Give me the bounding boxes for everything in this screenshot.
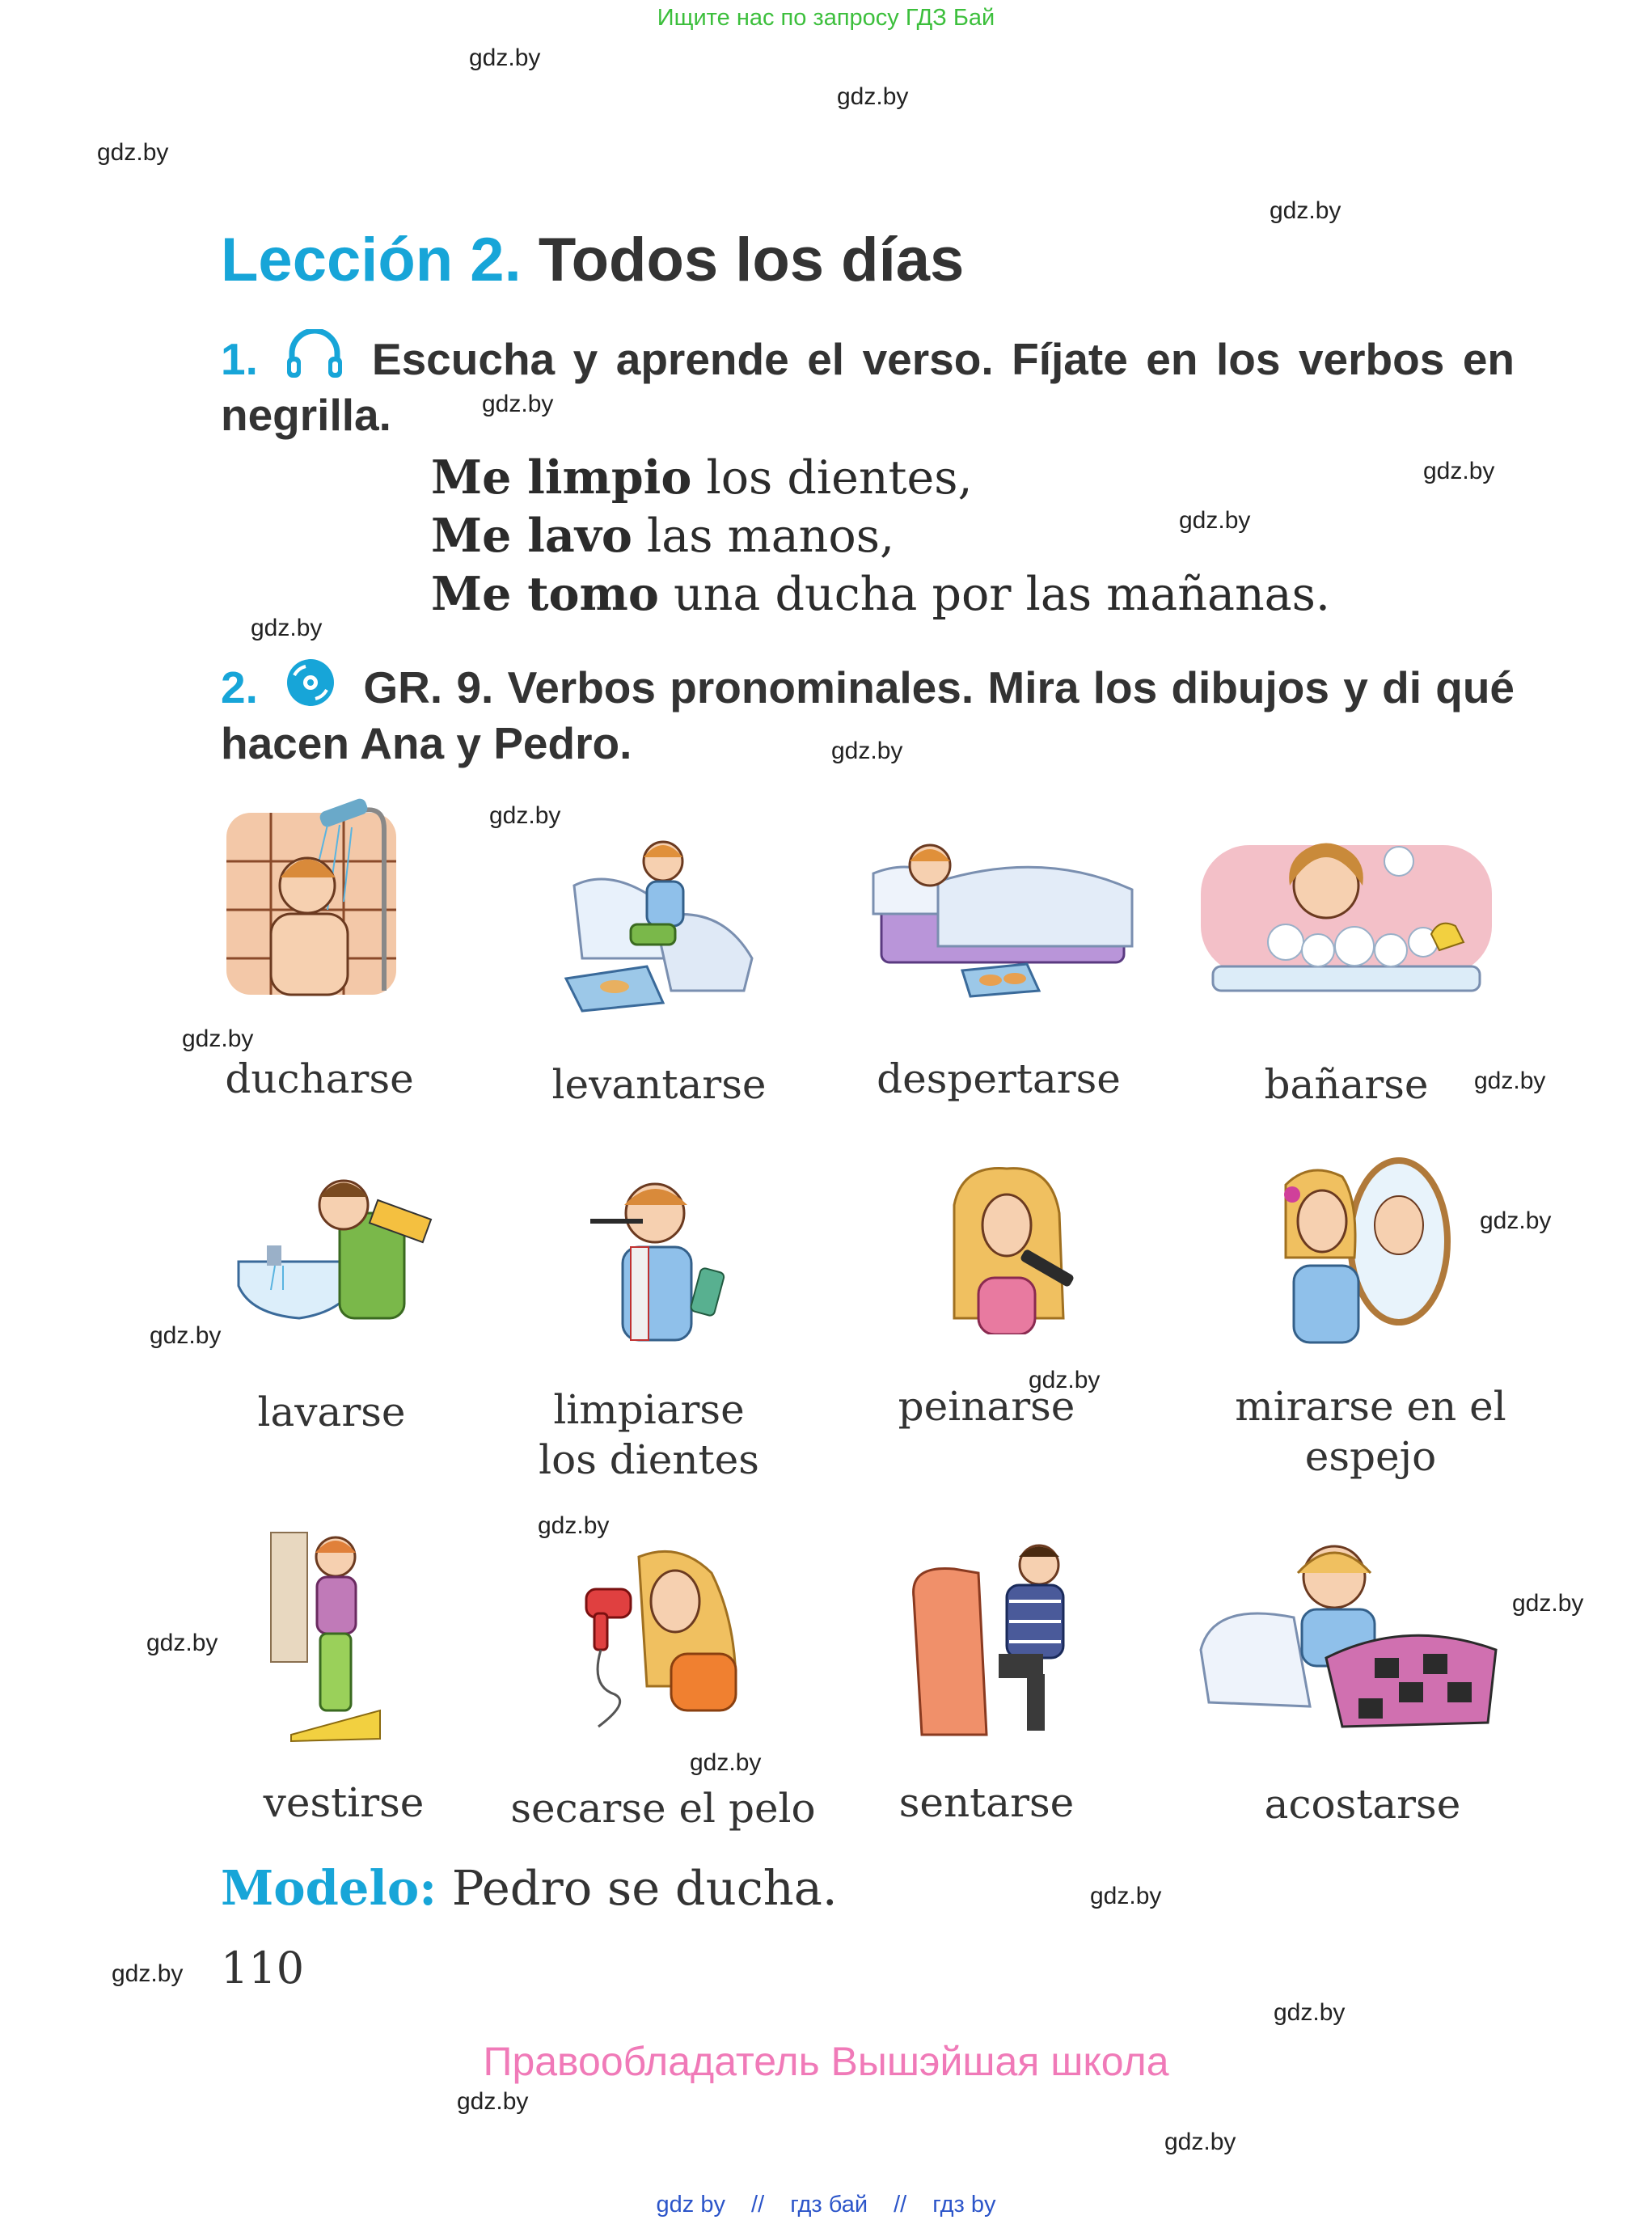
watermark: gdz.by bbox=[837, 83, 909, 110]
link-gdz-by[interactable]: gdz by bbox=[656, 2192, 725, 2218]
bottom-links bbox=[0, 2192, 1652, 2218]
watermark: gdz.by bbox=[97, 139, 169, 166]
link-separator: // bbox=[751, 2192, 765, 2218]
watermark: gdz.by bbox=[1423, 458, 1495, 484]
watermark: gdz.by bbox=[1270, 197, 1341, 224]
watermark: gdz.by bbox=[1274, 1999, 1346, 2026]
link-separator: // bbox=[894, 2192, 907, 2218]
watermark: gdz.by bbox=[469, 44, 541, 71]
boy-getting-up-illustration bbox=[558, 821, 760, 1015]
task-1-number: 1. bbox=[221, 334, 258, 384]
task-2-text: GR. 9. Verbos pronominales. Mira los dibujos y di qué hacen Ana y Pedro. bbox=[221, 662, 1515, 768]
verse-bold-verb: Me lavo bbox=[431, 509, 632, 563]
caption: peinarse bbox=[898, 1383, 1075, 1430]
task-1-text: Escucha y aprende el verso. Fíjate en los verbos en negrilla. bbox=[221, 334, 1515, 440]
caption: lavarse bbox=[257, 1389, 406, 1435]
girl-mirror-illustration bbox=[1270, 1152, 1456, 1347]
caption: acostarse bbox=[1264, 1781, 1461, 1828]
caption: levantarse bbox=[551, 1061, 767, 1108]
task-2 bbox=[221, 657, 1515, 772]
cd-icon bbox=[278, 657, 343, 708]
boy-showering-illustration bbox=[222, 797, 433, 1007]
watermark: gdz.by bbox=[251, 615, 323, 641]
caption: mirarse en el espejo bbox=[1235, 1383, 1506, 1480]
watermark: gdz.by bbox=[1090, 1883, 1162, 1909]
caption: ducharse bbox=[225, 1055, 414, 1102]
model-label: Modelo: bbox=[221, 1860, 437, 1916]
boy-sitting-illustration bbox=[906, 1533, 1071, 1739]
caption: secarse el pelo bbox=[510, 1785, 816, 1832]
lesson-title bbox=[221, 225, 964, 295]
watermark: gdz.by bbox=[457, 2088, 529, 2115]
caption: sentarse bbox=[898, 1779, 1075, 1826]
watermark: gdz.by bbox=[146, 1630, 218, 1656]
girl-bathing-illustration bbox=[1197, 829, 1496, 1003]
copyright-notice: Правообладатель Вышэйшая школа bbox=[483, 2039, 1169, 2084]
link-gdz-by-cyr[interactable]: гдз by bbox=[932, 2192, 996, 2218]
caption: bañarse bbox=[1264, 1061, 1429, 1108]
watermark: gdz.by bbox=[182, 1025, 254, 1052]
headphones-icon bbox=[282, 329, 347, 379]
verse-text: una ducha por las mañanas. bbox=[658, 568, 1331, 621]
link-gdz-bai[interactable]: гдз бай bbox=[790, 2192, 868, 2218]
page-number: 110 bbox=[221, 1943, 305, 1994]
girl-dressing-illustration bbox=[267, 1524, 388, 1743]
verse-bold-verb: Me limpio bbox=[431, 450, 692, 505]
verse-text: los dientes, bbox=[691, 451, 973, 505]
model-text: Pedro se ducha. bbox=[451, 1860, 838, 1916]
model-example bbox=[221, 1860, 838, 1916]
verse-text: las manos, bbox=[632, 509, 895, 563]
watermark: gdz.by bbox=[1512, 1590, 1584, 1617]
watermark: gdz.by bbox=[1474, 1068, 1546, 1094]
boy-waking-up-illustration bbox=[865, 817, 1140, 999]
watermark: gdz.by bbox=[538, 1512, 610, 1539]
caption: limpiarse los dientes bbox=[539, 1386, 759, 1483]
watermark: gdz.by bbox=[150, 1322, 222, 1349]
girl-hair-dryer-illustration bbox=[582, 1541, 752, 1739]
caption: despertarse bbox=[877, 1055, 1121, 1102]
top-banner[interactable]: Ищите нас по запросу ГДЗ Бай bbox=[657, 5, 995, 31]
watermark: gdz.by bbox=[1164, 2129, 1236, 2155]
boy-washing-face-illustration bbox=[234, 1165, 437, 1334]
lesson-title-text: Todos los días bbox=[538, 226, 965, 294]
watermark: gdz.by bbox=[489, 802, 561, 829]
girl-going-to-bed-illustration bbox=[1197, 1528, 1504, 1731]
task-1 bbox=[221, 329, 1515, 443]
watermark: gdz.by bbox=[482, 391, 554, 417]
watermark: gdz.by bbox=[1480, 1207, 1552, 1234]
watermark: gdz.by bbox=[690, 1749, 762, 1776]
caption: vestirse bbox=[263, 1779, 425, 1826]
verse-line bbox=[431, 507, 1330, 565]
watermark: gdz.by bbox=[1179, 507, 1251, 534]
verse-line bbox=[431, 449, 1330, 507]
watermark: gdz.by bbox=[112, 1960, 184, 1987]
watermark: gdz.by bbox=[1029, 1367, 1101, 1393]
verse bbox=[431, 449, 1330, 624]
verse-bold-verb: Me tomo bbox=[431, 567, 659, 621]
girl-combing-hair-illustration bbox=[930, 1165, 1084, 1334]
verse-line bbox=[431, 565, 1330, 624]
lesson-number: Lección 2. bbox=[221, 226, 522, 294]
task-2-number: 2. bbox=[221, 662, 258, 712]
boy-brushing-teeth-illustration bbox=[574, 1173, 740, 1342]
watermark: gdz.by bbox=[831, 738, 903, 764]
